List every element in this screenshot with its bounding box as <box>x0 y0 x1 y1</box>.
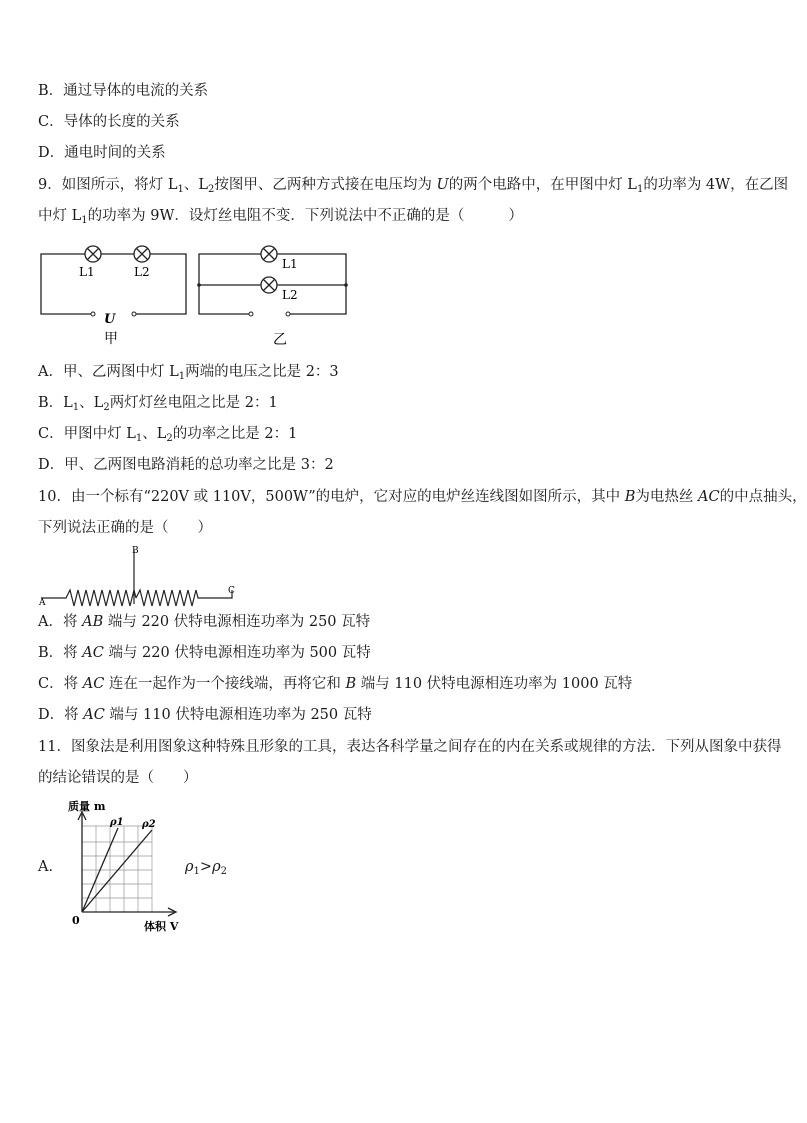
q10-option-a: A．将 AB 端与 220 伏特电源相连功率为 250 瓦特 <box>38 614 371 630</box>
q8-option-b: B．通过导体的电流的关系 <box>38 83 209 99</box>
q9-yi-caption: 乙 <box>273 332 287 348</box>
q10-stem-line2: 下列说法正确的是（ ） <box>38 520 212 536</box>
q9-stem-line1: 9．如图所示，将灯 $L_1$、$L_2$按图甲、乙两种方式接在电压均为 U的两个电路中，在甲图中灯 $L_1$的功率为 4W，在乙图 <box>38 177 789 195</box>
q9-jia-lamp2-label: L2 <box>134 265 150 279</box>
q9-option-c: C．甲图中灯 $L_1$、$L_2$的功率之比是 2：1 <box>38 426 298 444</box>
q8-option-d: D．通电时间的关系 <box>38 145 166 161</box>
q11-graph-ylabel: 质量 m <box>68 800 106 813</box>
q11-option-a-conclusion: $\rho_1>\rho_2$ <box>185 859 227 877</box>
q11-stem-line1: 11．图象法是利用图象这种特殊且形象的工具，表达各科学量之间存在的内在关系或规律的方法．下列从图象中获得 <box>38 739 782 755</box>
q9-option-b: B．$L_1$、$L_2$两灯灯丝电阻之比是 2：1 <box>38 395 278 413</box>
q9-stem-line2: 中灯 $L_1$的功率为 9W．设灯丝电阻不变．下列说法中不正确的是（ ） <box>38 208 523 226</box>
q10-label-c: C <box>228 586 235 596</box>
q9-yi-lamp1-label: L1 <box>282 257 298 271</box>
q10-option-d: D．将 AC 端与 110 伏特电源相连功率为 250 瓦特 <box>38 707 372 723</box>
q11-mass-volume-graph <box>62 798 202 938</box>
q11-graph-line2-label: ρ2 <box>142 819 156 830</box>
q9-circuit-jia <box>38 243 193 348</box>
q9-option-d: D．甲、乙两图电路消耗的总功率之比是 3：2 <box>38 457 334 473</box>
q10-label-a: A <box>39 598 46 608</box>
q11-graph-xlabel: 体积 V <box>144 920 179 933</box>
q9-jia-source-label: U <box>104 312 116 327</box>
q9-jia-caption: 甲 <box>104 331 118 347</box>
q11-option-a-label: A． <box>38 859 63 875</box>
q10-label-b: B <box>132 546 139 556</box>
q8-option-c: C．导体的长度的关系 <box>38 114 180 130</box>
q9-circuit-yi <box>196 243 356 348</box>
q11-graph-line1-label: ρ1 <box>110 817 124 828</box>
q10-option-c: C．将 AC 连在一起作为一个接线端，再将它和 B 端与 110 伏特电源相连功率为 1000 瓦特 <box>38 676 633 692</box>
q10-wire-diagram <box>36 543 246 607</box>
q10-option-b: B．将 AC 端与 220 伏特电源相连功率为 500 瓦特 <box>38 645 371 661</box>
q10-stem-line1: 10．由一个标有“220V 或 110V，500W”的电炉，它对应的电炉丝连线图如图所示，其中 B为电热丝 AC的中点抽头， <box>38 489 807 505</box>
q11-graph-origin: 0 <box>72 914 80 927</box>
q9-option-a: A．甲、乙两图中灯 $L_1$两端的电压之比是 2：3 <box>38 364 339 382</box>
q9-jia-lamp1-label: L1 <box>79 265 95 279</box>
q11-stem-line2: 的结论错误的是（ ） <box>38 770 198 786</box>
q9-yi-lamp2-label: L2 <box>282 288 298 302</box>
